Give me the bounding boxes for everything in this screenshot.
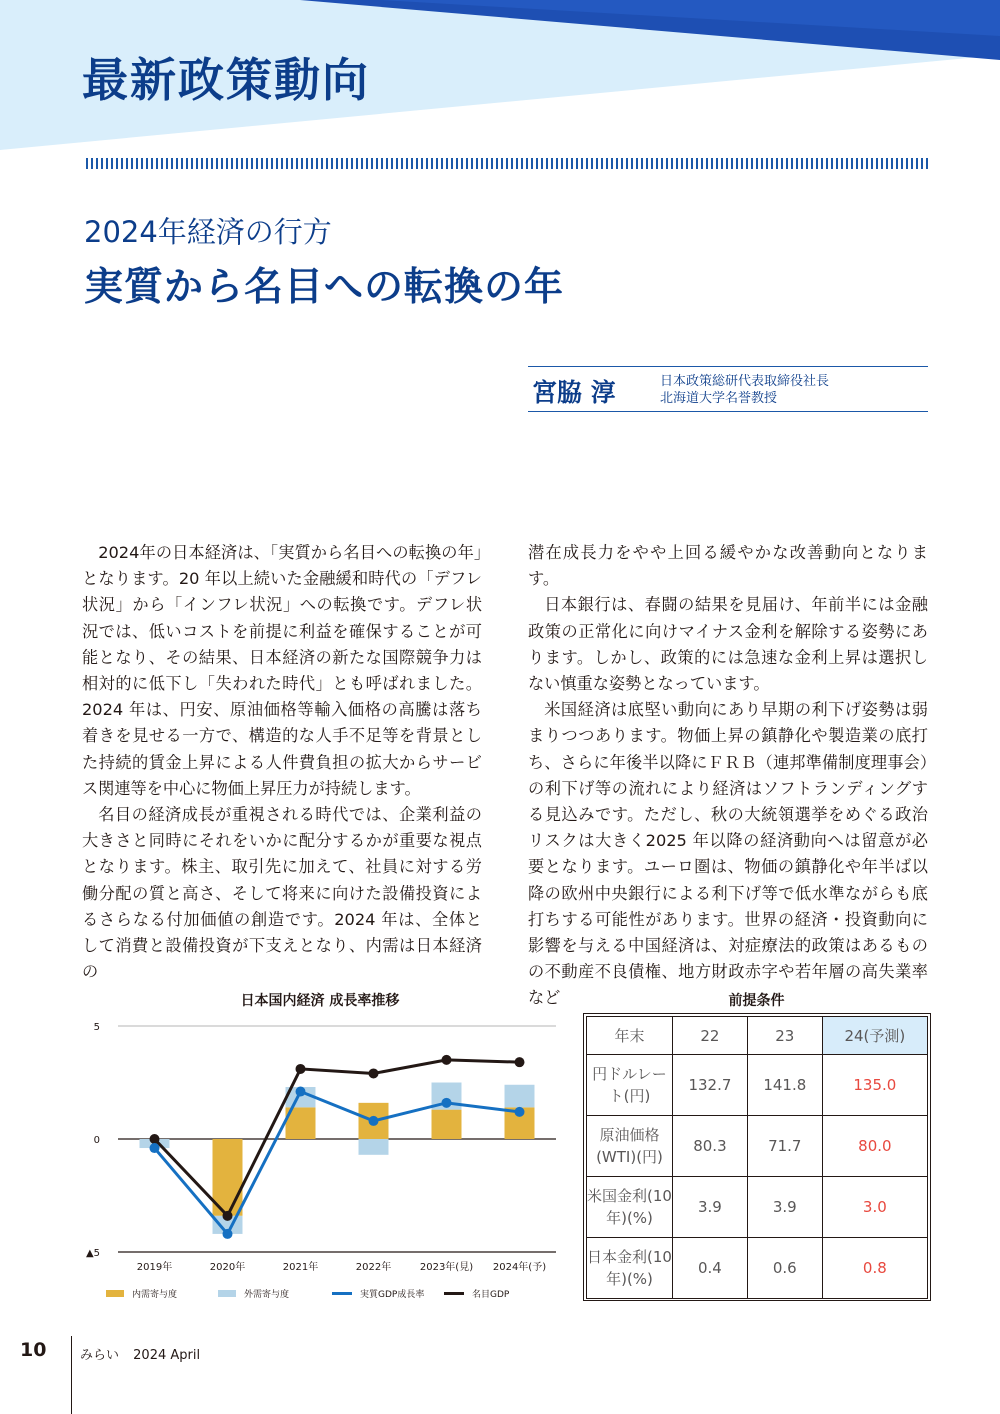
series-point (223, 1229, 233, 1239)
publication-issue: 2024 April (133, 1348, 201, 1363)
table-cell: 71.7 (747, 1116, 822, 1177)
x-tick-label: 2020年 (209, 1262, 246, 1273)
page-number: 10 (20, 1339, 47, 1361)
series-point (442, 1055, 452, 1065)
legend-item (444, 1287, 509, 1300)
dashed-divider (86, 158, 928, 169)
x-tick-label: 2021年 (282, 1262, 319, 1273)
table-row-label: 日本金利(10年)(%) (587, 1238, 673, 1299)
series-point (150, 1134, 160, 1144)
section-label: 最新政策動向 (82, 53, 370, 107)
bar-segment (432, 1110, 462, 1139)
table-row-label: 円ドルレート(円) (587, 1055, 673, 1116)
x-tick-label: 2019年 (136, 1262, 173, 1273)
legend-label: 実質GDP成長率 (360, 1290, 425, 1300)
table-header-cell: 22 (673, 1017, 748, 1055)
table-cell: 80.3 (673, 1116, 748, 1177)
legend-line (332, 1292, 352, 1295)
series-point (296, 1087, 306, 1097)
table-cell-forecast: 80.0 (822, 1116, 927, 1177)
body-paragraph: 米国経済は底堅い動向にあり早期の利下げ姿勢は弱まりつつあります。物価上昇の鎮静化や製造業の底打ち、さらに年後半以降にＦＲＢ（連邦準備制度理事会）の利下げ等の流れにより経済はソフトランディングする見込みです。ただし、秋の大統領選挙をめぐる政治リスクは大きく2025 年以降の経済動向へは留意が必要となります。ユーロ圏は、物価の鎮静化や年半ば以降の欧州中央銀行による利下げ等で低水準ながらも底打ちする可能性があります。世界の経済・投資動向に影響を与える中国経済は、対症療法的政策はあるものの不動産不良債権、地方財政赤字や若年層の高失業率など (528, 700, 928, 1008)
table-row (587, 1238, 928, 1299)
table-cell-forecast: 135.0 (822, 1055, 927, 1116)
bar-segment (359, 1139, 389, 1155)
series-line (155, 1092, 520, 1234)
x-tick-label: 2023年(見) (419, 1262, 474, 1273)
legend-label: 内需寄与度 (132, 1290, 178, 1300)
legend-swatch (106, 1290, 124, 1297)
series-point (150, 1143, 160, 1153)
assumptions-table (586, 1016, 928, 1299)
table-header-cell: 23 (747, 1017, 822, 1055)
table-row (587, 1177, 928, 1238)
publication-name: みらい (80, 1348, 120, 1363)
legend-item (218, 1287, 289, 1300)
author-name: 宮脇 淳 (532, 378, 616, 407)
x-tick-label: 2024年(予) (492, 1262, 547, 1273)
series-point (515, 1057, 525, 1067)
table-cell: 141.8 (747, 1055, 822, 1116)
legend-line (444, 1292, 464, 1295)
bar-segment (505, 1085, 535, 1108)
series-point (223, 1211, 233, 1221)
body-column-left (82, 540, 482, 985)
body-paragraph: 名目の経済成長が重視される時代では、企業利益の大きさと同時にそれをいかに配分するかが重要な視点となります。株主、取引先に加えて、社員に対する労働分配の質と高さ、そして将来に向けた設備投資によるさらなる付加価値の創造です。2024 年は、全体として消費と設備投資が下支えとなり、内需は日本経済の (82, 805, 482, 982)
body-paragraph: 2024年の日本経済は、「実質から名目への転換の年」となります。20 年以上続いた金融緩和時代の「デフレ状況」から「インフレ状況」への転換です。デフレ状況では、低いコストを前提に利益を確保することが可能となり、その結果、日本経済の新たな国際競争力は相対的に低下し「失われた時代」とも呼ばれました。2024 年は、円安、原油価格等輸入価格の高騰は落ち着きを見せる一方で、構造的な人手不足等を背景とした持続的賃金上昇による人件費負担の拡大からサービス関連等を中心に物価上昇圧力が持続します。 (82, 543, 482, 798)
author-affiliation-line: 北海道大学名誉教授 (660, 391, 778, 406)
article-subtitle: 2024年経済の行方 (84, 215, 332, 249)
article-title: 実質から名目への転換の年 (84, 265, 565, 310)
series-point (442, 1098, 452, 1108)
series-point (369, 1068, 379, 1078)
chart-title: 日本国内経済 成長率推移 (240, 993, 400, 1009)
body-paragraph: 潜在成長力をやや上回る緩やかな改善動向となります。 (528, 543, 928, 589)
legend-item (332, 1287, 424, 1300)
legend-swatch (218, 1290, 236, 1297)
table-header-cell: 24(予測) (822, 1017, 927, 1055)
table-cell: 3.9 (673, 1177, 748, 1238)
body-paragraph: 日本銀行は、春闘の結果を見届け、年前半には金融政策の正常化に向けマイナス金利を解除する姿勢にあります。しかし、政策的には急速な金利上昇は選択しない慎重な姿勢となっています。 (528, 595, 928, 694)
series-point (369, 1116, 379, 1126)
y-tick-label: 5 (93, 1022, 100, 1033)
table-cell: 3.9 (747, 1177, 822, 1238)
growth-chart (80, 1012, 560, 1284)
table-cell: 132.7 (673, 1055, 748, 1116)
series-point (296, 1064, 306, 1074)
table-cell: 0.6 (747, 1238, 822, 1299)
body-column-right (528, 540, 928, 1012)
table-header-cell: 年末 (587, 1017, 673, 1055)
legend-label: 名目GDP (472, 1290, 510, 1300)
y-tick-label: 0 (93, 1135, 100, 1146)
table-row-label: 原油価格(WTI)(円) (587, 1116, 673, 1177)
chart-legend (106, 1287, 536, 1303)
y-tick-label: ▲5 (85, 1248, 100, 1259)
table-cell-forecast: 0.8 (822, 1238, 927, 1299)
author-box (528, 366, 928, 412)
series-point (515, 1107, 525, 1117)
legend-label: 外需寄与度 (244, 1290, 290, 1300)
table-row-label: 米国金利(10年)(%) (587, 1177, 673, 1238)
series-line (155, 1060, 520, 1216)
table-cell-forecast: 3.0 (822, 1177, 927, 1238)
footer-publication (80, 1344, 200, 1363)
table-title: 前提条件 (728, 993, 785, 1009)
table-row (587, 1055, 928, 1116)
table-header-row (587, 1017, 928, 1055)
legend-item (106, 1287, 177, 1300)
table-row (587, 1116, 928, 1177)
footer-divider (71, 1336, 72, 1414)
author-affiliation-line: 日本政策総研代表取締役社長 (660, 374, 830, 389)
table-cell: 0.4 (673, 1238, 748, 1299)
x-tick-label: 2022年 (355, 1262, 392, 1273)
author-affiliation (660, 373, 829, 407)
